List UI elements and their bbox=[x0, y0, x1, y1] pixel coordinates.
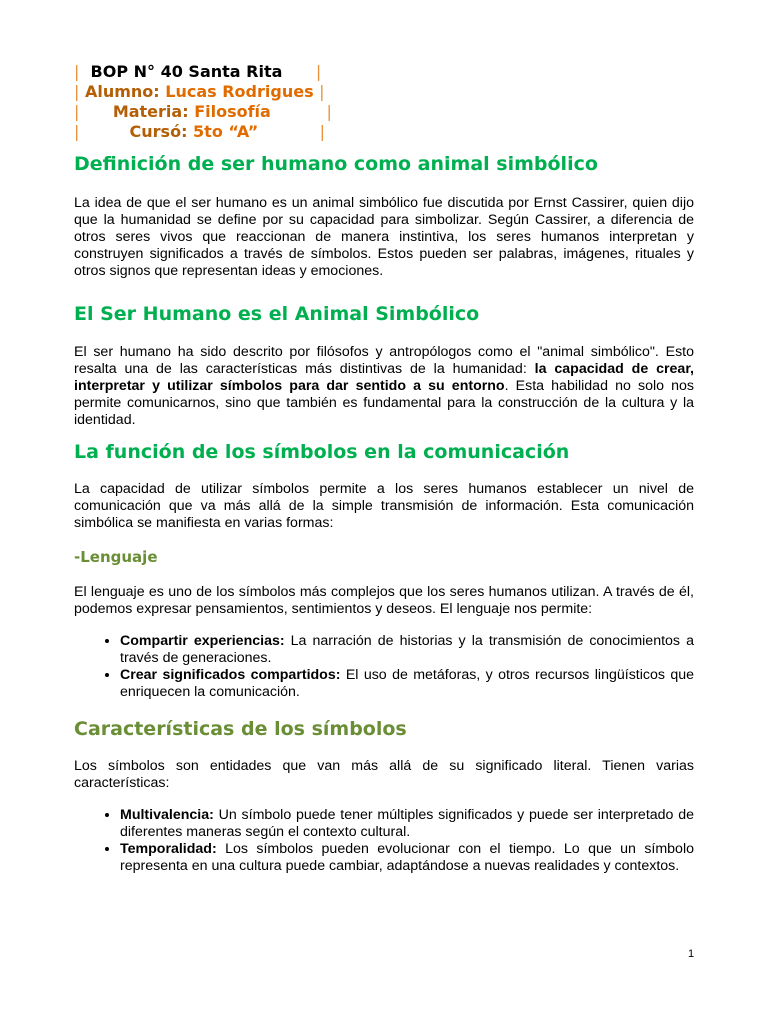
document-page bbox=[74, 62, 694, 875]
list-item: • Multivalencia: Un símbolo puede tener múltiples significados y puede ser interpretado de diferentes maneras según el contexto cultural. bbox=[120, 807, 694, 841]
list-item: • Temporalidad: Los símbolos pueden evolucionar con el tiempo. Lo que un símbolo representa en una cultura puede cambiar, adaptándose a nuevas realidades y contextos. bbox=[120, 841, 694, 875]
list-caracteristicas bbox=[74, 807, 694, 875]
bold-phrase: la capacidad de crear, interpretar y utilizar símbolos para dar sentido a su entorno bbox=[74, 361, 694, 394]
list-lenguaje bbox=[74, 633, 694, 701]
header-line-alumno: | Alumno: Lucas Rodrigues | bbox=[74, 82, 325, 101]
materia-value: Filosofía bbox=[194, 102, 271, 121]
paragraph-funcion: La capacidad de utilizar símbolos permite a los seres humanos establecer un nivel de comunicación que va más allá de la simple transmisión de información. Esta comunicación simbólica se manifiesta en varias formas: bbox=[74, 481, 694, 531]
header-line-school: | BOP N° 40 Santa Rita | bbox=[74, 62, 322, 81]
paragraph-definicion: La idea de que el ser humano es un animal simbólico fue discutida por Ernst Cassirer, quien dijo que la humanidad se define por su capacidad para simbolizar. Según Cassirer, a diferencia de otros seres vivos que reaccionan de manera instintiva, los seres humanos interpretan y construyen significados a través de símbolos. Estos pueden ser palabras, imágenes, rituales y otros signos que representan ideas y emociones. bbox=[74, 195, 694, 279]
school-name: BOP N° 40 Santa Rita bbox=[90, 62, 283, 81]
subsection-title-lenguaje: -Lenguaje bbox=[74, 548, 158, 566]
curso-value: 5to “A” bbox=[193, 122, 259, 141]
curso-label: Cursó: bbox=[129, 122, 188, 141]
paragraph-lenguaje: El lenguaje es uno de los símbolos más complejos que los seres humanos utilizan. A través de él, podemos expresar pensamientos, sentimientos y deseos. El lenguaje nos permite: bbox=[74, 584, 694, 617]
page-number: 1 bbox=[688, 948, 695, 960]
list-item: • Compartir experiencias: La narración de historias y la transmisión de conocimientos a través de generaciones. bbox=[120, 633, 694, 667]
header-line-materia: | Materia: Filosofía | bbox=[74, 102, 332, 121]
materia-label: Materia: bbox=[112, 102, 189, 121]
paragraph-animal-simbolico: El ser humano ha sido descrito por filósofos y antropólogos como el "animal simbólico". Esto resalta una de las características más distintivas de la humanidad: la capacidad de crear, interpretar y utilizar símbolos para dar sentido a su entorno. Esta habilidad no solo nos permite comunicarnos, sino que también es fundamental para la construcción de la cultura y la identidad. bbox=[74, 344, 694, 428]
alumno-label: Alumno: bbox=[84, 82, 160, 101]
header-line-curso: | Cursó: 5to “A” | bbox=[74, 122, 325, 141]
section-title-animal-simbolico: El Ser Humano es el Animal Simbólico bbox=[74, 303, 480, 325]
header-block bbox=[74, 62, 694, 142]
alumno-value: Lucas Rodrigues bbox=[165, 82, 314, 101]
paragraph-caracteristicas: Los símbolos son entidades que van más allá de su significado literal. Tienen varias características: bbox=[74, 758, 694, 791]
list-item: • Crear significados compartidos: El uso de metáforas, y otros recursos lingüísticos que enriquecen la comunicación. bbox=[120, 667, 694, 701]
section-title-definicion: Definición de ser humano como animal simbólico bbox=[74, 153, 598, 175]
section-title-funcion: La función de los símbolos en la comunicación bbox=[74, 441, 570, 463]
section-title-caracteristicas: Características de los símbolos bbox=[74, 718, 407, 740]
